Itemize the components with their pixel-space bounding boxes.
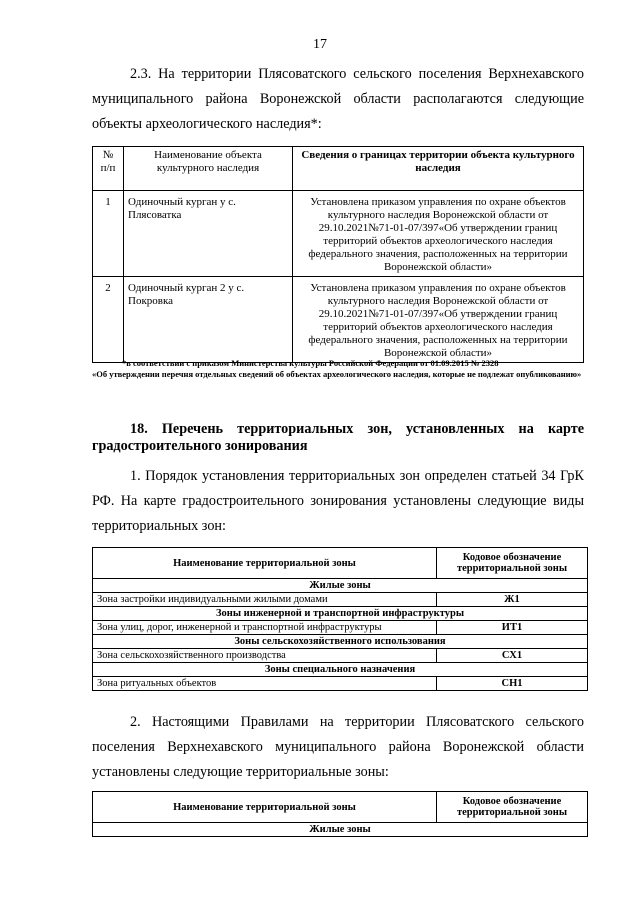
table-group-row [93,823,588,837]
table-row [93,677,588,691]
table-row [93,191,584,277]
header-zone-name: Наименование территориальной зоны [93,548,437,579]
zone-code: СХ1 [437,649,588,663]
zone-code: Ж1 [437,593,588,607]
table-header-row [93,548,588,579]
table-row [93,621,588,635]
page-number: 17 [313,37,327,52]
section-18-heading: 18. Перечень территориальных зон, установленных на карте градостроительного зонирования [92,421,584,454]
group-title: Зоны специального назначения [93,663,588,677]
zone-name: Зона застройки индивидуальными жилыми домами [93,593,437,607]
group-title: Зоны сельскохозяйственного использования [93,635,588,649]
table-group-row [93,607,588,621]
row-boundary-info: Установлена приказом управления по охране объектов культурного наследия Воронежской области от 29.10.2021№71-01-07/397«Об утверждении границ территорий объектов археологического наследия федерального значения, расположенных на территории Воронежской области» [293,191,584,277]
header-zone-name: Наименование территориальной зоны [93,792,437,823]
table-row [93,593,588,607]
table-header-row [93,147,584,191]
row-object-name: Одиночный курган 2 у с. Покровка [124,277,293,363]
zone-code: СН1 [437,677,588,691]
row-number: 1 [93,191,124,277]
zone-name: Зона сельскохозяйственного производства [93,649,437,663]
header-zone-code: Кодовое обозначение территориальной зоны [437,548,588,579]
header-boundary-info: Сведения о границах территории объекта культурного наследия [293,147,584,191]
table-header-row [93,792,588,823]
footnote [92,358,584,379]
zones-table [92,547,588,691]
table-group-row [93,663,588,677]
row-boundary-info: Установлена приказом управления по охране объектов культурного наследия Воронежской области от 29.10.2021№71-01-07/397«Об утверждении границ территорий объектов археологического наследия федерального значения, расположенных на территории Воронежской области» [293,277,584,363]
section-2-3-paragraph: 2.3. На территории Плясоватского сельского поселения Верхнехавского муниципального района Воронежской области располагаются следующие объекты археологического наследия*: [92,66,584,132]
header-object-name: Наименование объекта культурного наследия [124,147,293,191]
zones-table-2 [92,791,588,837]
table-row [93,649,588,663]
group-title: Жилые зоны [93,823,588,837]
table-row [93,277,584,363]
zone-name: Зона ритуальных объектов [93,677,437,691]
table-group-row [93,579,588,593]
zone-name: Зона улиц, дорог, инженерной и транспортной инфраструктуры [93,621,437,635]
section-18-paragraph-1: 1. Порядок установления территориальных зон определен статьей 34 ГрК РФ. На карте градостроительного зонирования установлены следующие виды территориальных зон: [92,468,584,534]
row-object-name: Одиночный курган у с. Плясоватка [124,191,293,277]
group-title: Зоны инженерной и транспортной инфраструктуры [93,607,588,621]
header-zone-code: Кодовое обозначение территориальной зоны [437,792,588,823]
zone-code: ИТ1 [437,621,588,635]
footnote-line-2: «Об утверждении перечня отдельных сведений об объектах археологического наследия, которые не подлежат опубликованию» [92,368,582,379]
group-title: Жилые зоны [93,579,588,593]
heritage-objects-table [92,146,584,363]
footnote-line-1: *в соответствии с приказом Министерства культуры Российской Федерации от 01.09.2015 № 2328 [122,358,499,368]
table-group-row [93,635,588,649]
row-number: 2 [93,277,124,363]
section-18-paragraph-2: 2. Настоящими Правилами на территории Плясоватского сельского поселения Верхнехавского муниципального района Воронежской области установлены следующие территориальные зоны: [92,714,584,780]
header-number: № п/п [93,147,124,191]
